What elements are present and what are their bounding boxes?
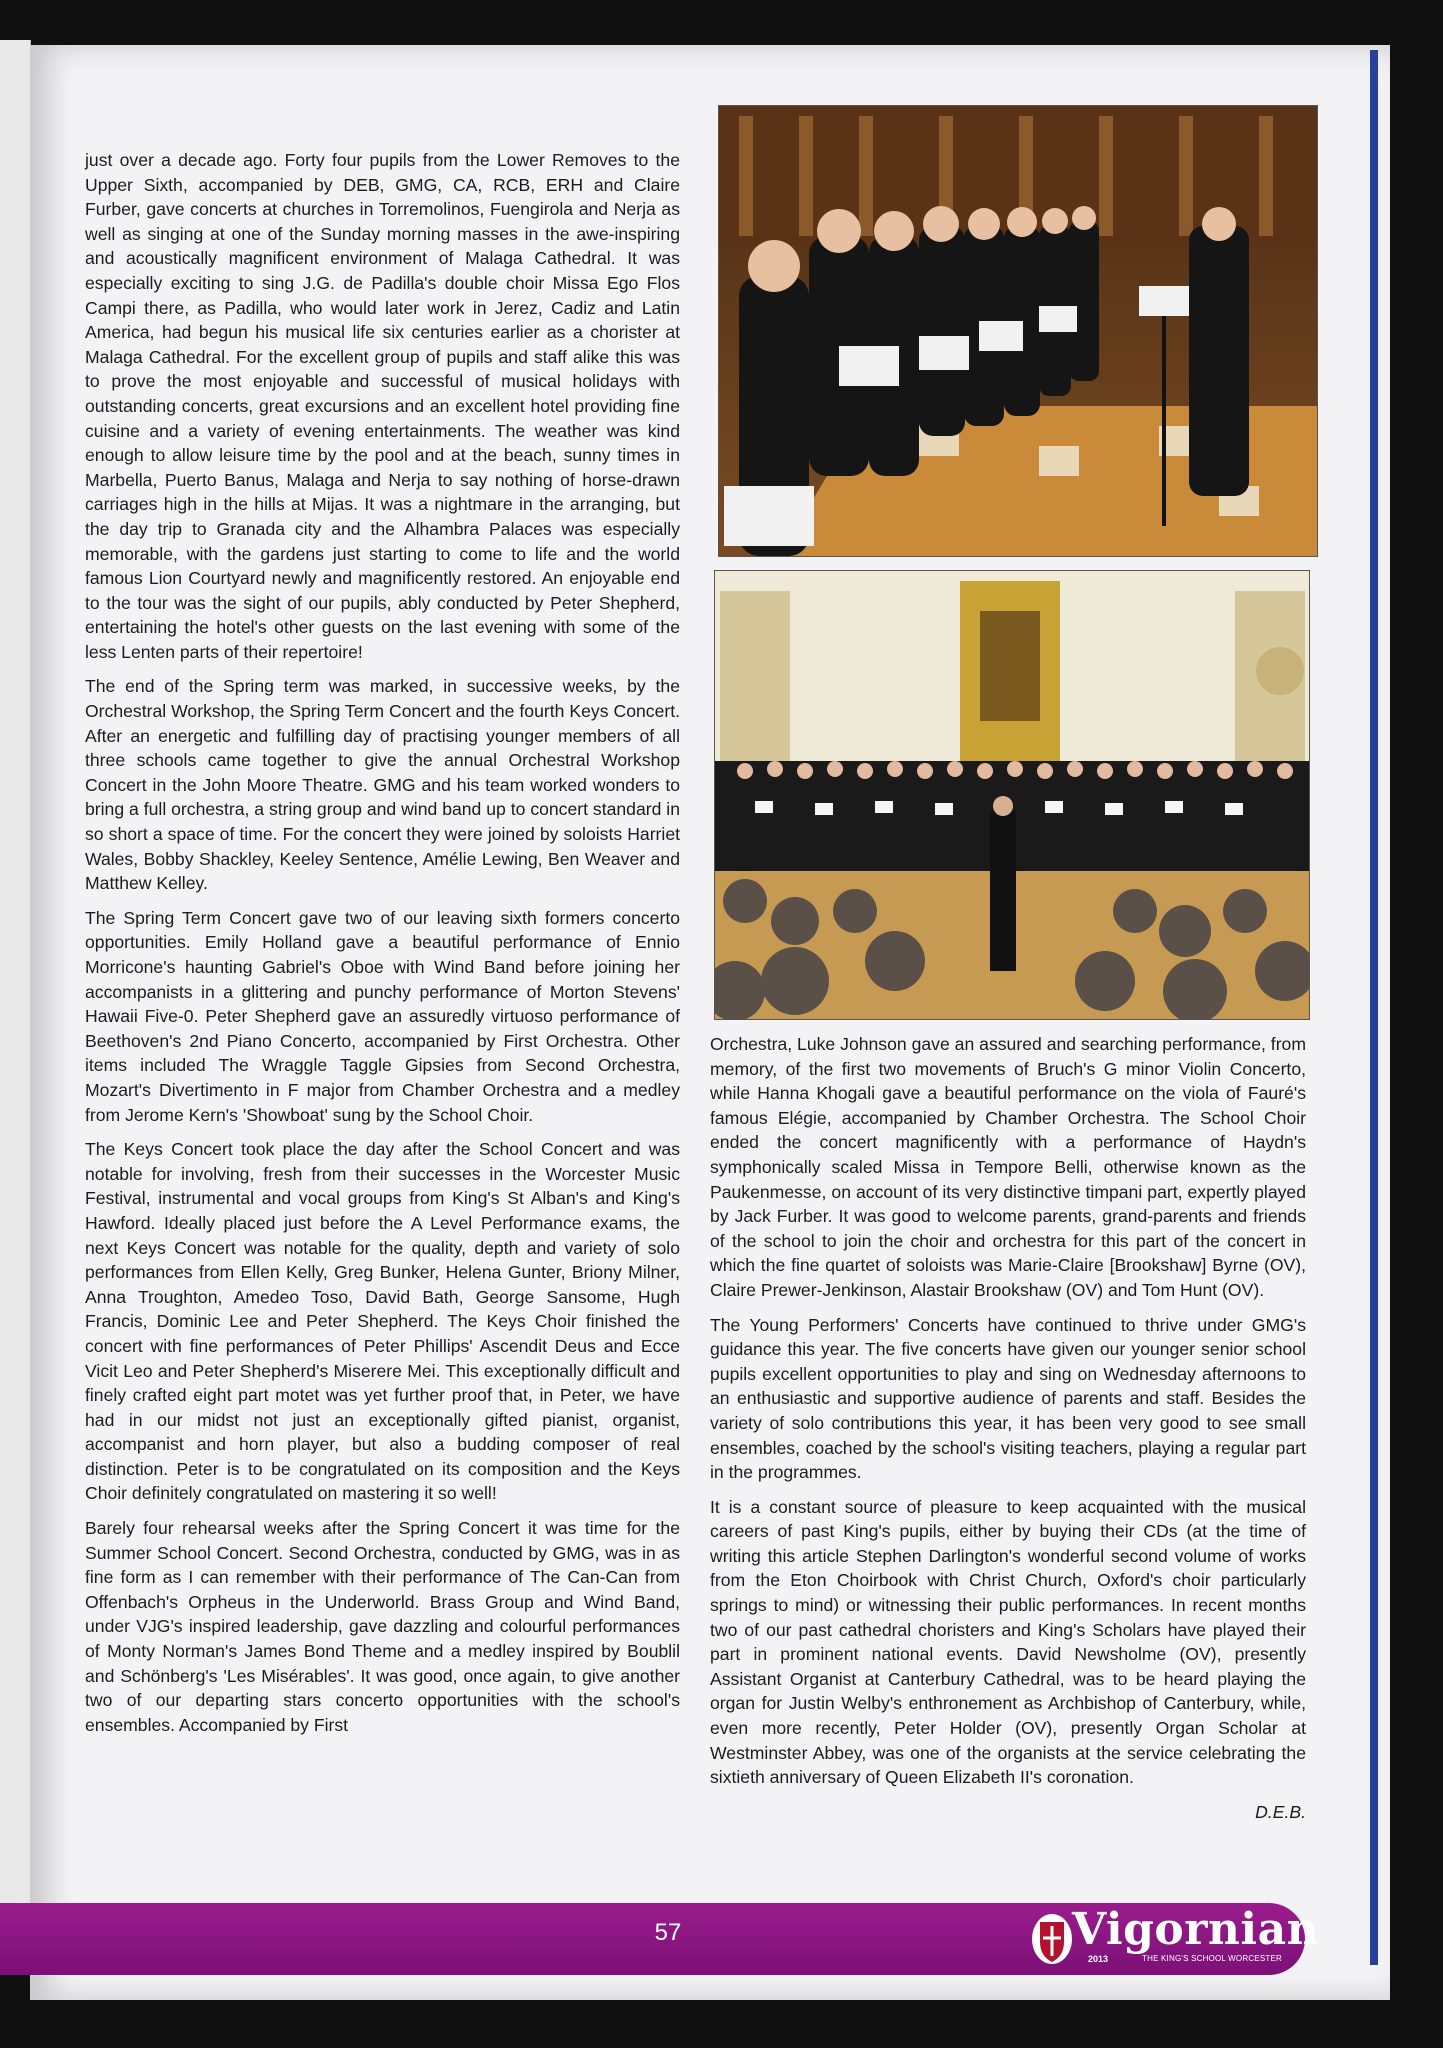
page-edge-binding (1370, 50, 1378, 1965)
article-left-column (85, 148, 680, 1747)
page-number: 57 (654, 1919, 682, 1946)
vigornian-logo (1030, 1904, 1320, 1972)
previous-page-edge (0, 40, 31, 1960)
choir-cathedral-image (719, 106, 1317, 556)
logo-subtitle: THE KING'S SCHOOL WORCESTER (1142, 1954, 1282, 1963)
paragraph-summer-concert-continued: Orchestra, Luke Johnson gave an assured and searching performance, from memory, of the first two movements of Bruch's G minor Violin Concerto, while Hanna Khogali gave a beautiful performance on the viola of Fauré's famous Elégie, accompanied by Chamber Orchestra. The School Choir ended the concert magnificently with a performance of Haydn's symphonically scaled Missa in Tempore Belli, otherwise known as the Paukenmesse, on account of its very distinctive timpani part, expertly played by Jack Furber. It was good to welcome parents, grand-parents and friends of the school to join the choir and orchestra for this part of the concert in which the fine quartet of soloists was Marie-Claire [Brookshaw] Byrne (OV), Claire Prewer-Jenkinson, Alastair Brookshaw (OV) and Tom Hunt (OV). (710, 1034, 1306, 1300)
logo-wordmark: Vigornian (1072, 1904, 1320, 1955)
paragraph-spring-term: The end of the Spring term was marked, in successive weeks, by the Orchestral Workshop, the Spring Term Concert and the fourth Keys Concert. After an energetic and fulfilling day of practising younger members of all three schools came together to give the annual Orchestral Workshop Concert in the John Moore Theatre. GMG and his team worked wonders to bring a full orchestra, a string group and wind band up to concert standard in so short a space of time. For the concert they were joined by soloists Harriet Wales, Bobby Shackley, Keeley Sentence, Amélie Lewing, Ben Weaver and Matthew Kelley. (85, 676, 680, 894)
photo-choir-cathedral (718, 105, 1318, 557)
church-concert-image (715, 571, 1309, 1019)
school-crest-icon (1030, 1912, 1074, 1966)
paragraph-keys-concert: The Keys Concert took place the day after the School Concert and was notable for involving, fresh from their successes in the Worcester Music Festival, instrumental and vocal groups from King's St Alban's and King's Hawford. Ideally placed just before the A Level Performance exams, the next Keys Concert was notable for the quality, depth and variety of solo performances from Ellen Kelly, Greg Bunker, Helena Gunter, Briony Milner, Anna Troughton, Amedeo Toso, David Bath, George Sansome, Hugh Francis, Dominic Lee and Peter Shepherd. The Keys Choir finished the concert with fine performances of Peter Phillips' Ascendit Deus and Ecce Vicit Leo and Peter Shepherd's Miserere Mei. This exceptionally difficult and finely crafted eight part motet was yet further proof that, in Peter, we have had in our midst not just an exceptionally gifted pianist, organist, accompanist and horn player, but also a budding composer of real distinction. Peter is to be congratulated on its composition and the Keys Choir definitely congratulated on mastering it so well! (85, 1139, 680, 1504)
paragraph-young-performers: The Young Performers' Concerts have continued to thrive under GMG's guidance this year. The five concerts have given our younger senior school pupils excellent opportunities to play and sing on Wednesday afternoons to an enthusiastic and supportive audience of parents and staff. Besides the variety of solo contributions this year, it has been very good to see small ensembles, coached by the school's visiting teachers, playing a regular part in the programmes. (710, 1314, 1306, 1483)
photo-church-concert (714, 570, 1310, 1020)
paragraph-past-pupils: It is a constant source of pleasure to keep acquainted with the musical careers of past King's pupils, either by buying their CDs (at the time of writing this article Stephen Darlington's wonderful second volume of works from the Eton Choirbook with Christ Church, Oxford's choir particularly springs to mind) or witnessing their public performances. In recent months two of our past cathedral choristers and King's Scholars have played their part in prominent national events. David Newsholme (OV), presently Assistant Organist at Canterbury Cathedral, was to be heard playing the organ for Justin Welby's enthronement as Archbishop of Canterbury, while, even more recently, Peter Holder (OV), presently Organ Scholar at Westminster Abbey, was one of the organists at the service celebrating the sixtieth anniversary of Queen Elizabeth II's coronation. (710, 1496, 1306, 1788)
paragraph-spain-tour: just over a decade ago. Forty four pupils from the Lower Removes to the Upper Sixth, accompanied by DEB, GMG, CA, RCB, ERH and Claire Furber, gave concerts at churches in Torremolinos, Fuengirola and Nerja as well as singing at one of the Sunday morning masses in the awe-inspiring and acoustically magnificent environment of Malaga Cathedral. It was especially exciting to sing J.G. de Padilla's double choir Missa Ego Flos Campi there, as Padilla, who would later work in Jerez, Cadiz and Latin America, had begun his musical life six centuries earlier as a chorister at Malaga Cathedral. For the excellent group of pupils and staff alike this was to prove the most enjoyable and successful of musical holidays with outstanding concerts, great excursions and an excellent hotel providing fine cuisine and a variety of evening entertainments. The weather was kind enough to allow leisure time by the pool and at the beach, sunny times in Marbella, Puerto Banus, Malaga and Nerja to say nothing of horse-drawn carriages high in the hills at Mijas. It was a nightmare in the arranging, but the day trip to Granada city and the Alhambra Palaces was especially memorable, with the gardens just starting to come to life and the world famous Lion Courtyard newly and magnificently restored. An enjoyable end to the tour was the sight of our pupils, ably conducted by Peter Shepherd, entertaining the hotel's other guests on the last evening with some of the less Lenten parts of their repertoire! (85, 150, 680, 662)
author-initials: D.E.B. (1255, 1801, 1306, 1822)
logo-year: 2013 (1088, 1954, 1109, 1964)
paragraph-summer-concert: Barely four rehearsal weeks after the Spring Concert it was time for the Summer School Concert. Second Orchestra, conducted by GMG, was in as fine form as I can remember with their performance of The Can-Can from Offenbach's Orpheus in the Underworld. Brass Group and Wind Band, under VJG's inspired leadership, gave dazzling and colourful performances of Monty Norman's James Bond Theme and a medley inspired by Boublil and Schönberg's 'Les Misérables'. It was good, once again, to give another two of our departing stars concerto opportunities with the school's ensembles. Accompanied by First (85, 1518, 680, 1735)
paragraph-spring-concert: The Spring Term Concert gave two of our leaving sixth formers concerto opportunities. Emily Holland gave a beautiful performance of Ennio Morricone's haunting Gabriel's Oboe with Wind Band before joining her accompanists in a glittering and punchy performance of Morton Stevens' Hawaii Five-0. Peter Shepherd gave an assuredly virtuoso performance of Beethoven's 2nd Piano Concerto, accompanied by First Orchestra. Other items included The Wraggle Taggle Gipsies from Second Orchestra, Mozart's Divertimento in F major from Chamber Orchestra and a medley from Jerome Kern's 'Showboat' sung by the School Choir. (85, 907, 680, 1125)
article-right-column (710, 1032, 1306, 1834)
